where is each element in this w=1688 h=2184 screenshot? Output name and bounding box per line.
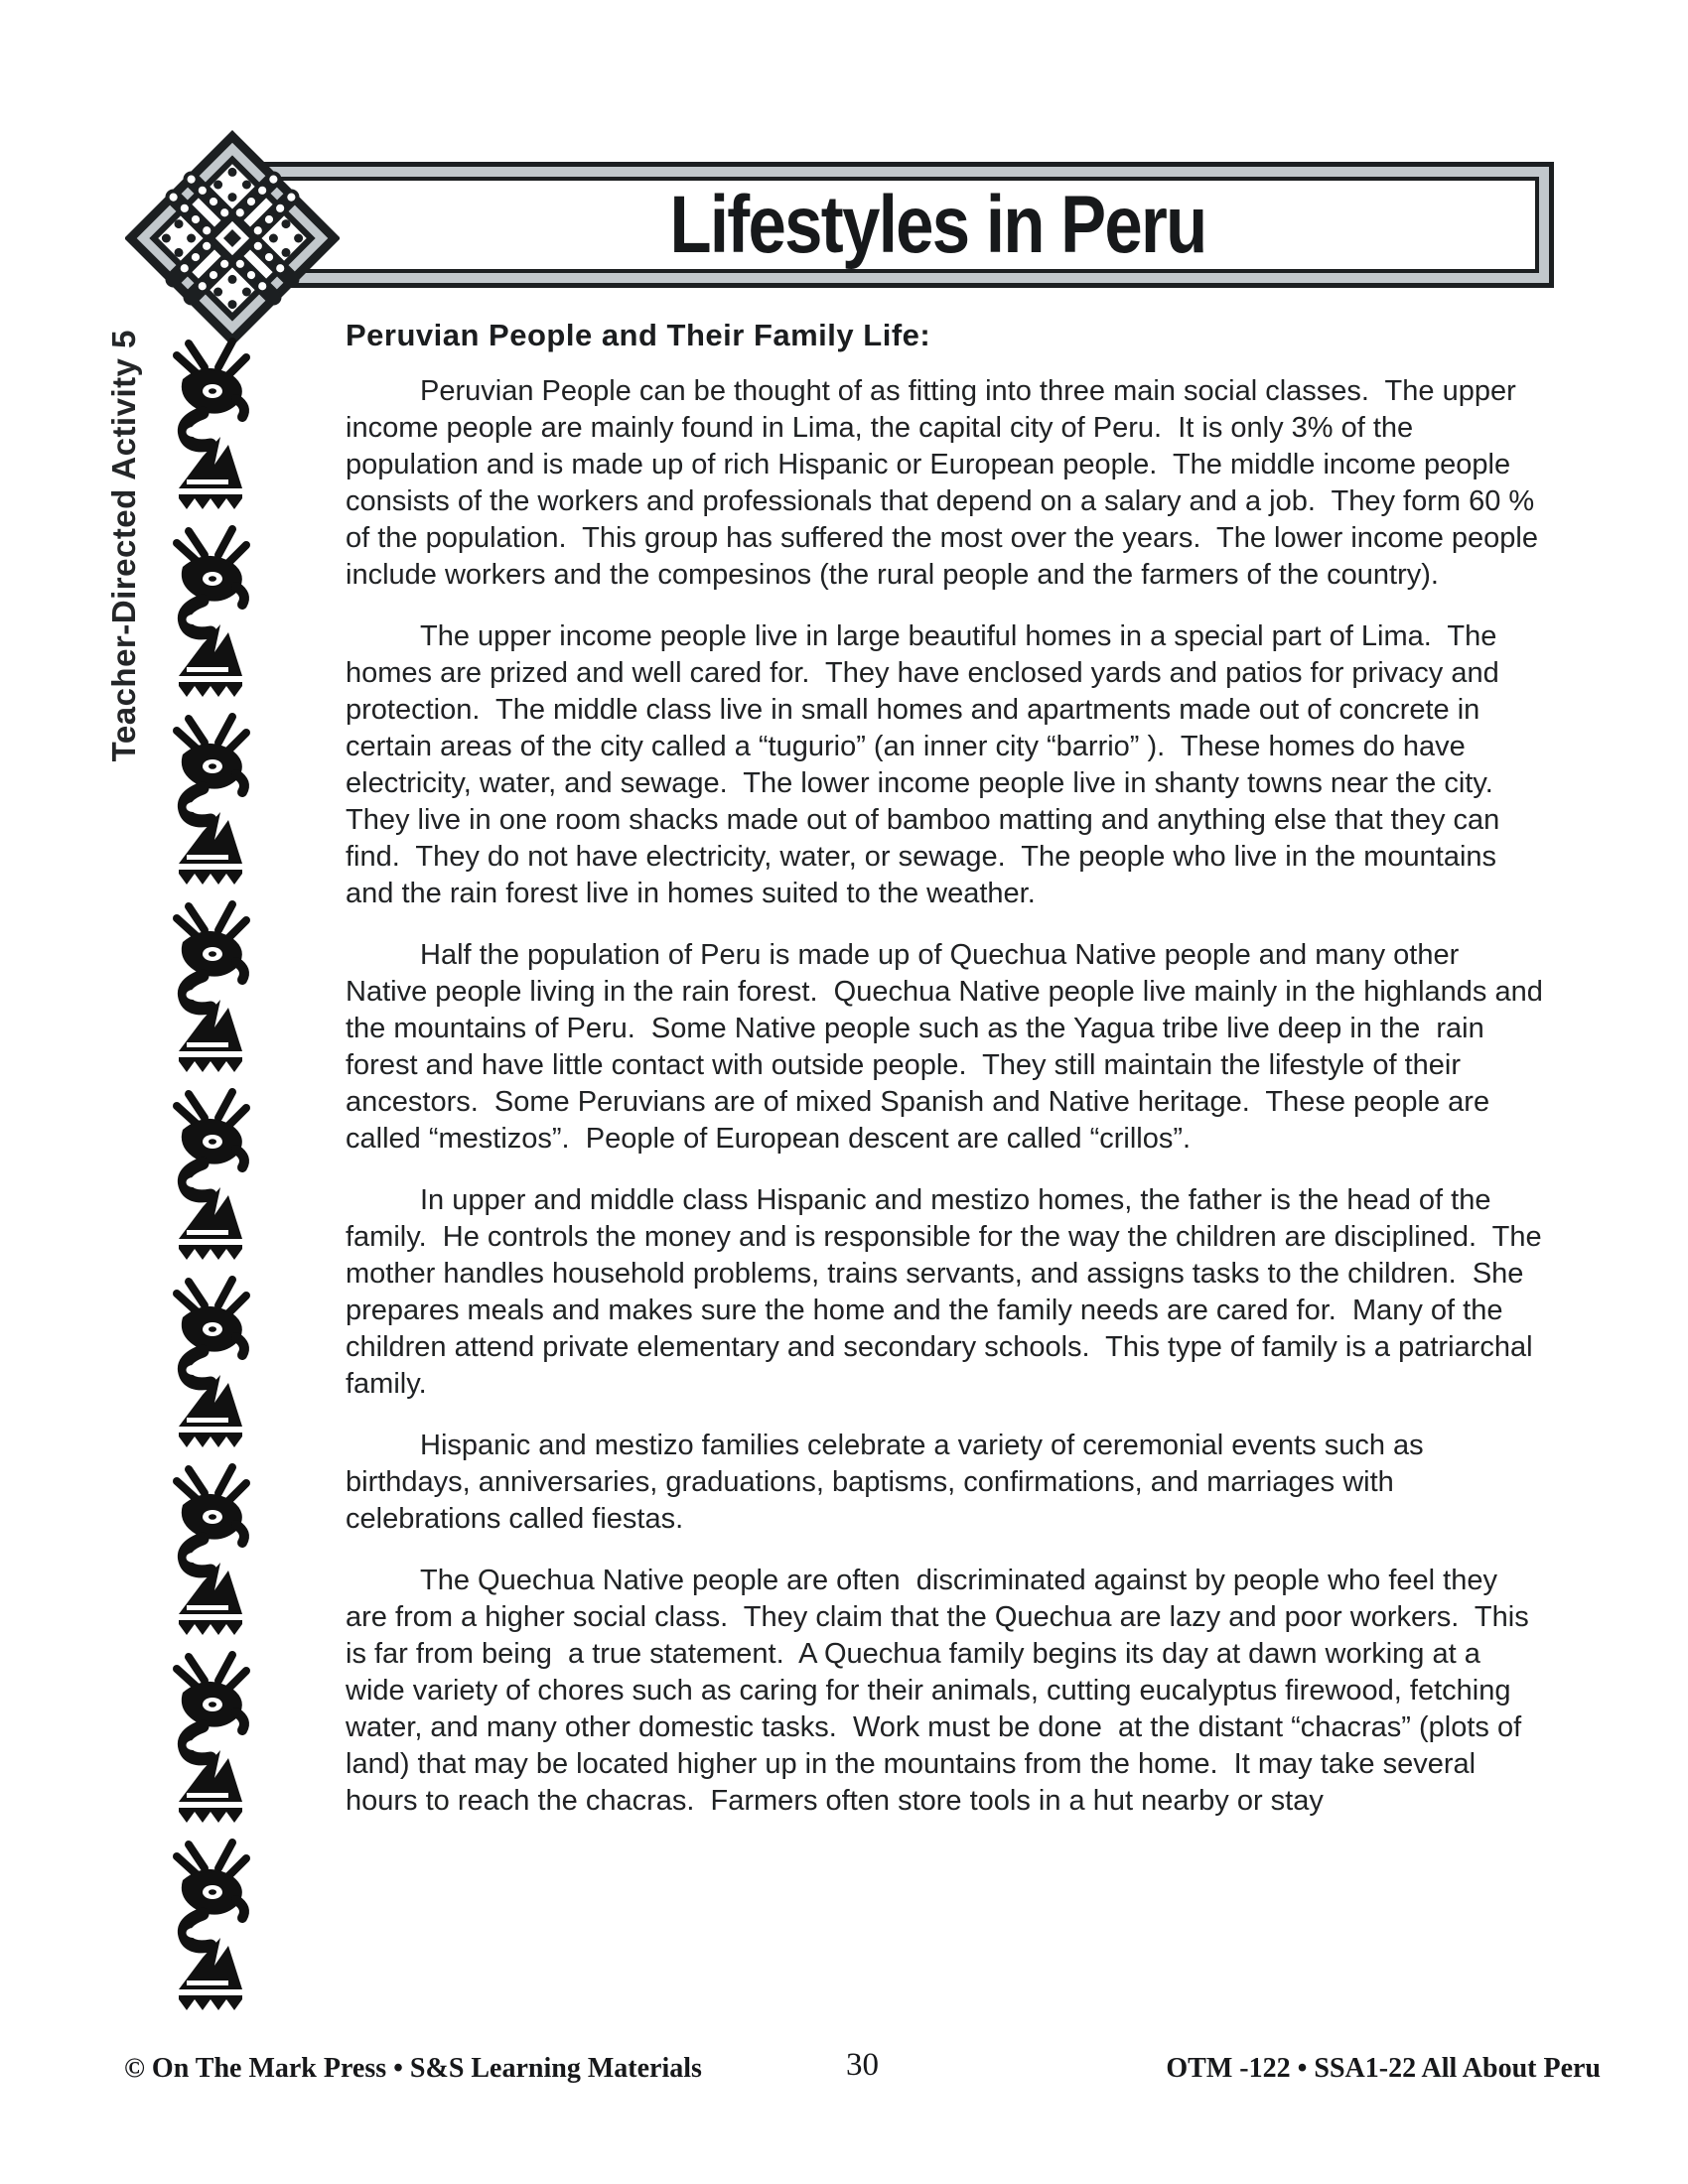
paragraph-native-people: Half the population of Peru is made up of Quechua Native people and many other Native people living in the rain forest. Quechua Native people live mainly in the highlands and the mountains of Peru. Some Native people such as the Yagua tribe live deep in the rain forest and have little contact with outside people. They still maintain the lifestyle of their ancestors. Some Peruvians are of mixed Spanish and Native heritage. These people are called “mestizos”. People of European descent are called “crillos”. bbox=[346, 939, 1551, 1155]
title-banner-inner bbox=[226, 177, 1539, 273]
product-code: OTM -122 • SSA1-22 All About Peru bbox=[1166, 2053, 1601, 2084]
article bbox=[346, 318, 1551, 1820]
page-number: 30 bbox=[846, 2047, 879, 2083]
inca-bird-border-icon bbox=[167, 334, 254, 2022]
section-heading: Peruvian People and Their Family Life: bbox=[346, 318, 931, 352]
paragraph-family-roles: In upper and middle class Hispanic and mestizo homes, the father is the head of the family. He controls the money and is responsible for the way the children are disciplined. The mother handles household problems, trains servants, and assigns tasks to the children. She prepares meals and makes sure the home and the family needs are cared for. Many of the children attend private elementary and secondary schools. This type of family is a patriarchal family. bbox=[346, 1184, 1550, 1400]
page-footer bbox=[124, 2047, 1601, 2093]
inca-diamond-icon bbox=[125, 127, 340, 349]
page-title: Lifestyles in Peru bbox=[669, 179, 1207, 270]
paragraph-quechua-day: The Quechua Native people are often discriminated against by people who feel they are from a higher social class. They claim that the Quechua are lazy and poor workers. This is far from being a true statement. A Quechua family begins its day at dawn working at a wide variety of chores such as caring for their animals, cutting eucalyptus firewood, fetching water, and many other domestic tasks. Work must be done at the distant “chacras” (plots of land) that may be located higher up in the mountains from the home. It may take several hours to reach the chacras. Farmers often store tools in a hut nearby or stay bbox=[346, 1565, 1537, 1817]
title-banner bbox=[211, 162, 1554, 288]
paragraph-homes: The upper income people live in large beautiful homes in a special part of Lima. The homes are prized and well cared for. They have enclosed yards and patios for privacy and protection. The middle class live in small homes and apartments made out of concrete in certain areas of the city called a “tugurio” (an inner city “barrio” ). These homes do have electricity, water, and sewage. The lower income people live in shanty towns near the city. They live in one room shacks made out of bamboo matting and anything else that they can find. They do not have electricity, water, or sewage. The people who live in the mountains and the rain forest live in homes suited to the weather. bbox=[346, 620, 1509, 909]
paragraph-celebrations: Hispanic and mestizo families celebrate a variety of ceremonial events such as birthdays, anniversaries, graduations, baptisms, confirmations, and marriages with celebrations called fiestas. bbox=[346, 1430, 1432, 1535]
copyright-text: © On The Mark Press • S&S Learning Materials bbox=[124, 2053, 702, 2084]
activity-label: Teacher-Directed Activity 5 bbox=[105, 330, 142, 762]
paragraph-social-classes: Peruvian People can be thought of as fitting into three main social classes. The upper income people are mainly found in Lima, the capital city of Peru. It is only 3% of the population and is made up of rich Hispanic or European people. The middle income people consists of the workers and professionals that depend on a salary and a job. They form 60 % of the population. This group has suffered the most over the years. The lower income people include workers and the compesinos (the rural people and the farmers of the country). bbox=[346, 375, 1547, 591]
